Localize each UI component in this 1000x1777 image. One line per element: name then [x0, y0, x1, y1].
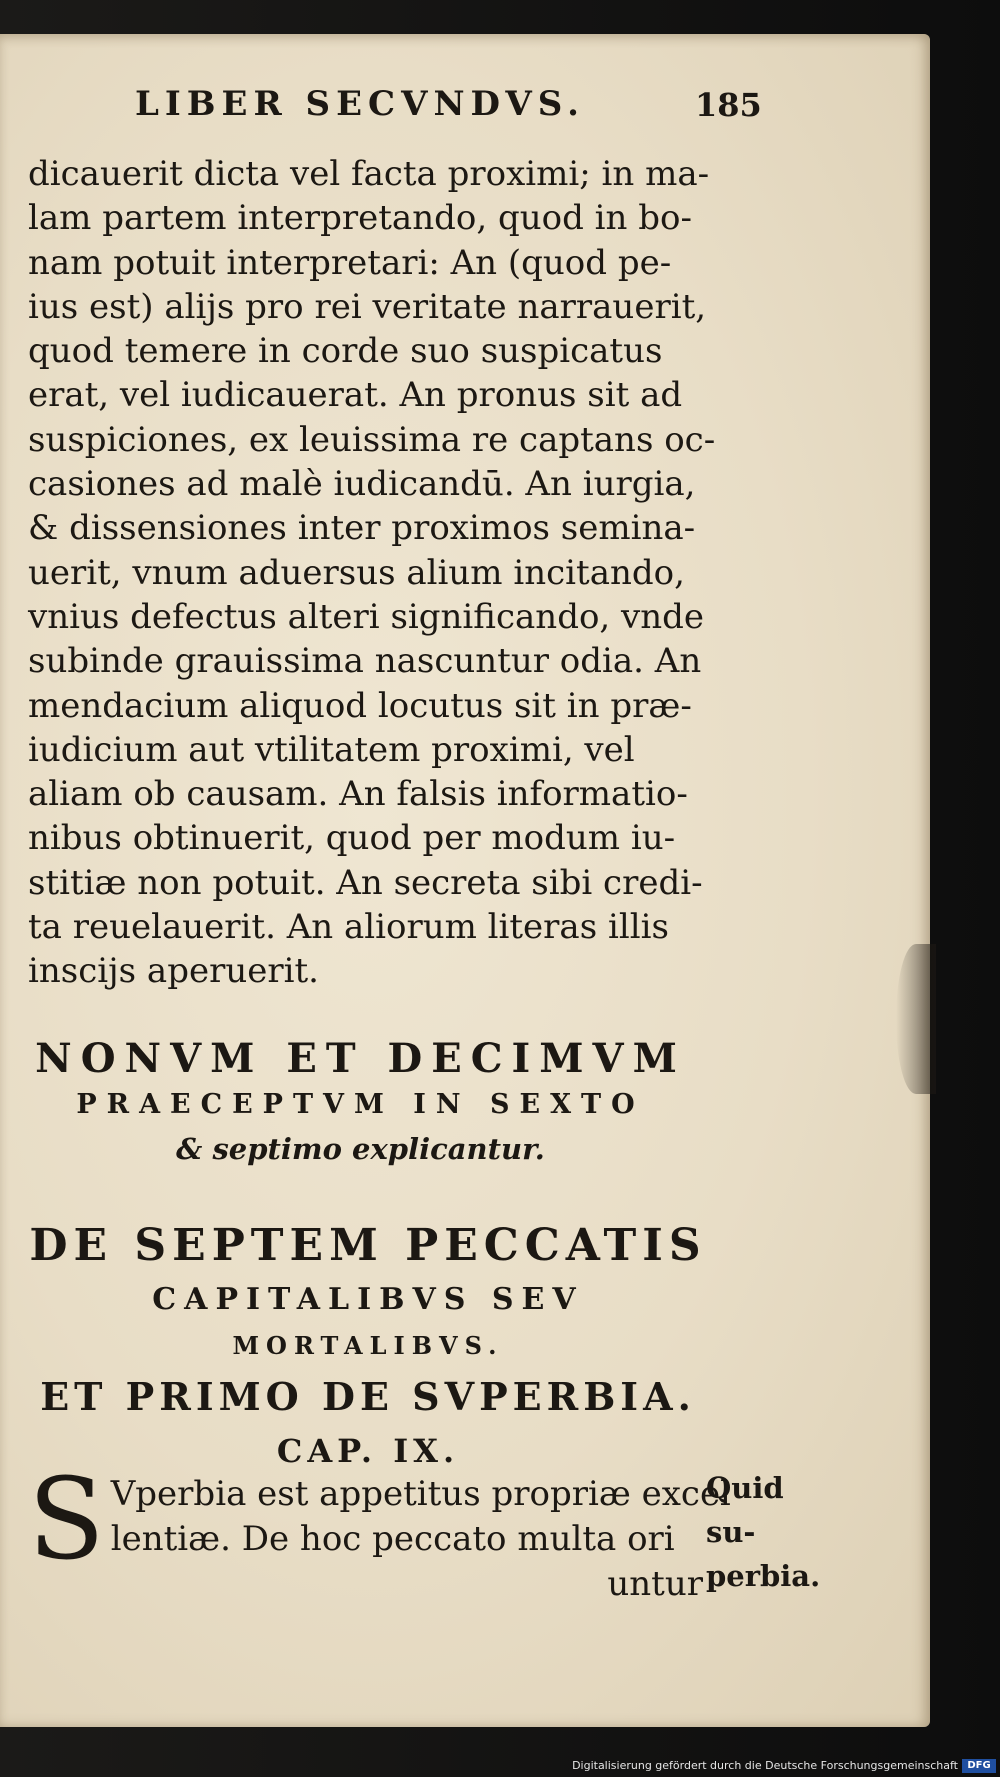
text-line: ta reuelauerit. An aliorum literas illis — [28, 907, 669, 948]
chapter-number: CAP. IX. — [276, 1432, 460, 1470]
digitization-footer — [0, 1757, 1000, 1777]
chapter-title-line-1: DE SEPTEM PECCATIS — [29, 1220, 707, 1271]
drop-cap: S — [28, 1455, 105, 1585]
text-line: dicauerit dicta vel facta proximi; in ma- — [28, 154, 710, 194]
chapter-paragraph — [28, 1455, 731, 1607]
text-line: stitiæ non potuit. An secreta sibi credi- — [28, 862, 703, 903]
text-line: ius est) alijs pro rei veritate narrauerit, — [28, 286, 707, 327]
page-edge-damage — [896, 944, 936, 1094]
precepts-heading-line-1: NONVM ET DECIMVM — [35, 1035, 686, 1082]
paragraph-line: lentiæ. De hoc peccato multa ori — [110, 1519, 675, 1559]
page-number: 185 — [695, 86, 762, 124]
margin-note — [706, 1466, 826, 1598]
text-line: suspiciones, ex leuissima re captans oc- — [28, 419, 716, 460]
text-line: quod temere in corde suo suspicatus — [28, 331, 663, 372]
text-line: iudicium aut vtilitatem proximi, vel — [28, 729, 635, 770]
body-text — [28, 152, 716, 994]
text-line: nam potuit interpretari: An (quod pe- — [28, 242, 672, 283]
dfg-credit-text: Digitalisierung gefördert durch die Deutsche Forschungsgemeinschaft — [572, 1759, 958, 1772]
running-title: LIBER SECVNDVS. — [135, 84, 585, 124]
text-line: inscijs aperuerit. — [28, 951, 319, 992]
text-line: lam partem interpretando, quod in bo- — [28, 198, 692, 239]
margin-note-line: perbia. — [706, 1559, 821, 1593]
margin-note-line: Quid su- — [706, 1471, 784, 1549]
precepts-heading-line-2: PRAECEPTVM IN SEXTO — [76, 1089, 645, 1120]
book-page — [0, 34, 930, 1727]
chapter-heading — [28, 1216, 708, 1476]
page-header — [0, 84, 762, 144]
precepts-heading-line-3: & septimo explicantur. — [176, 1132, 545, 1166]
catchword: untur — [607, 1564, 703, 1604]
chapter-title-line-4: ET PRIMO DE SVPERBIA. — [40, 1374, 696, 1419]
paragraph-line: Vperbia est appetitus propriæ excel — [110, 1474, 731, 1514]
text-line: nibus obtinuerit, quod per modum iu- — [28, 818, 676, 859]
text-line: vnius defectus alteri significando, vnde — [28, 596, 705, 637]
text-line: aliam ob causam. An falsis informatio- — [28, 774, 688, 815]
chapter-title-line-3: MORTALIBVS. — [232, 1331, 504, 1360]
text-line: uerit, vnum aduersus alium incitando, — [28, 552, 685, 593]
precepts-heading — [28, 1034, 693, 1172]
text-line: casiones ad malè iudicandū. An iurgia, — [28, 464, 696, 505]
text-line: subinde grauissima nascuntur odia. An — [28, 641, 702, 682]
text-line: erat, vel iudicauerat. An pronus sit ad — [28, 375, 683, 416]
text-line: & dissensiones inter proximos semina- — [28, 508, 696, 549]
chapter-title-line-2: CAPITALIBVS SEV — [152, 1282, 584, 1317]
text-line: mendacium aliquod locutus sit in præ- — [28, 685, 692, 726]
dfg-logo: DFG — [962, 1759, 996, 1773]
